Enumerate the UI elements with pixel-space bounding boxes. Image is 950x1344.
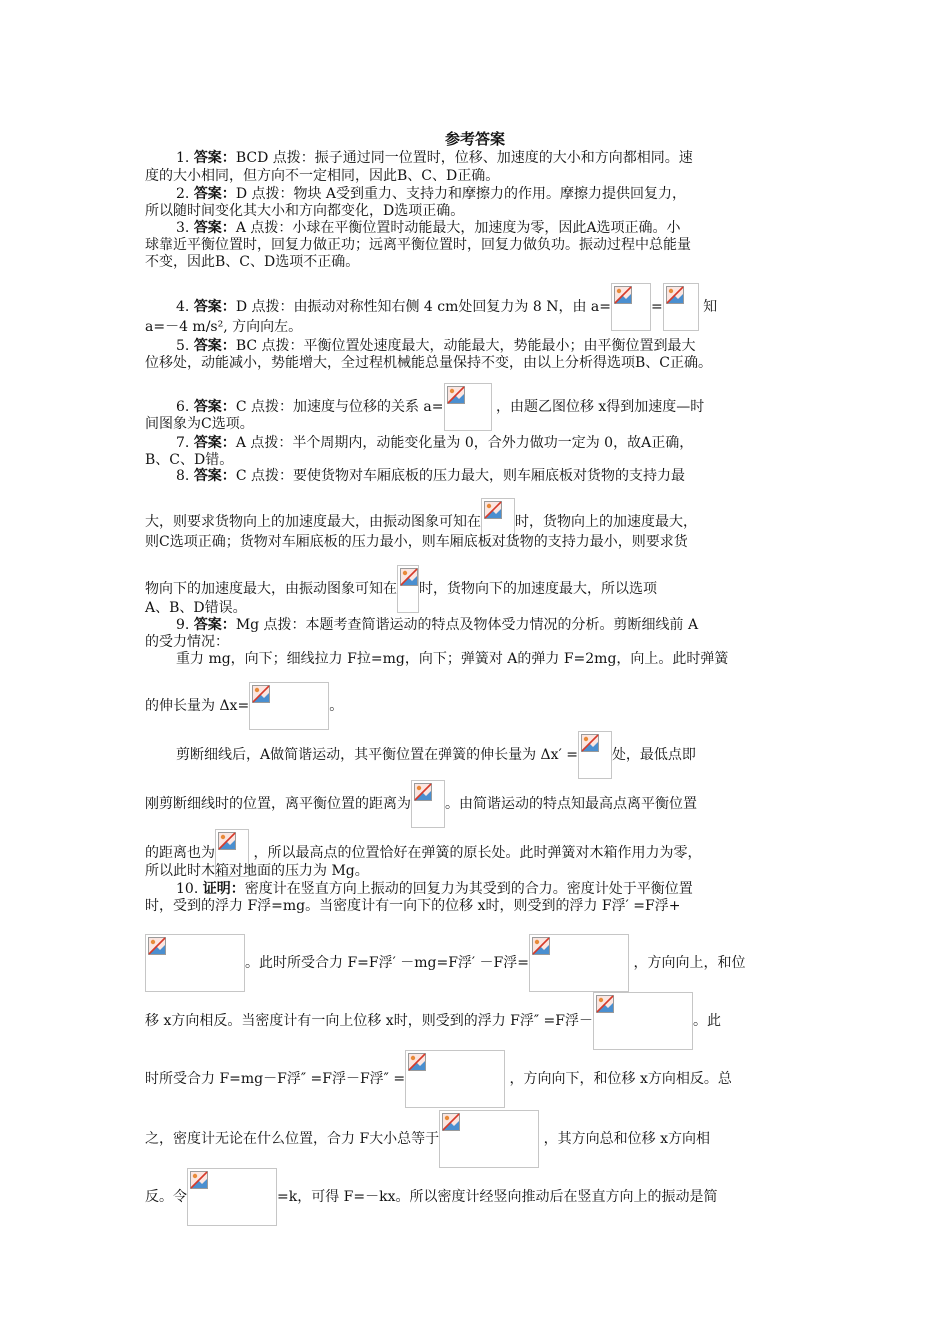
text-line — [145, 934, 745, 992]
text-line — [145, 317, 302, 337]
text-run: = — [651, 299, 663, 315]
text-line — [176, 433, 693, 453]
broken-image-icon — [400, 568, 418, 586]
text-run: 知 — [698, 299, 718, 315]
text-line — [176, 731, 696, 779]
broken-image-icon — [148, 937, 166, 955]
text-run: D 点拨：物块 A受到重力、支持力和摩擦力的作用。摩擦力提供回复力， — [235, 186, 687, 202]
text-line — [145, 861, 369, 881]
text-run: 的距离也为 — [145, 845, 215, 861]
text-line — [145, 1050, 732, 1108]
text-line — [145, 252, 359, 272]
broken-image-icon — [252, 685, 270, 703]
text-line — [145, 414, 254, 434]
text-run: 1. — [176, 150, 194, 166]
text-line — [176, 649, 728, 669]
text-run: 重力 mg，向下；细线拉力 F拉=mg，向下；弹簧对 A的弹力 F=2mg，向上。此时弹簧 — [176, 651, 729, 667]
text-run: Mg 点拨：本题考查简谐运动的特点及物体受力情况的分析。剪断细线前 A — [235, 617, 699, 633]
text-run: 所以此时木箱对地面的压力为 Mg。 — [145, 863, 369, 879]
text-run: 间图象为C选项。 — [145, 416, 254, 432]
text-line — [176, 383, 704, 431]
text-line — [145, 166, 499, 186]
formula-image-placeholder — [411, 780, 445, 828]
broken-image-icon — [408, 1053, 426, 1071]
formula-image-placeholder — [187, 1168, 277, 1226]
broken-image-icon — [447, 386, 465, 404]
text-line — [145, 1168, 718, 1226]
text-run: 。由简谐运动的特点知最高点离平衡位置 — [445, 796, 697, 812]
answer-label: 答案： — [193, 399, 236, 415]
text-run: A 点拨：小球在平衡位置时动能最大，加速度为零，因此A选项正确。小 — [235, 220, 681, 236]
text-line — [145, 992, 721, 1050]
formula-image-placeholder — [145, 934, 245, 992]
broken-image-icon — [581, 734, 599, 752]
text-run: 物向下的加速度最大，由振动图象可知在 — [145, 581, 397, 597]
formula-image-placeholder — [439, 1110, 539, 1168]
answer-label: 答案： — [193, 299, 236, 315]
text-run: 。此 — [692, 1013, 721, 1029]
text-line — [176, 148, 693, 168]
answer-label: 答案： — [193, 617, 236, 633]
formula-image-placeholder — [663, 283, 699, 331]
text-run: 时，货物向上的加速度最大， — [515, 514, 697, 530]
text-run: ，方向向上，和位 — [629, 955, 746, 971]
text-run: BC 点拨：平衡位置处速度最大，动能最大，势能最小；由平衡位置到最大 — [235, 338, 696, 354]
text-run: ，由题乙图位移 x得到加速度—时 — [491, 399, 705, 415]
text-line — [176, 466, 685, 486]
formula-image-placeholder — [578, 731, 612, 779]
text-run: 则C选项正确；货物对车厢底板的压力最小，则车厢底板对货物的支持力最小，则要求货 — [145, 534, 688, 550]
text-run: 移 x方向相反。当密度计有一向上位移 x时，则受到的浮力 F浮″ =F浮－ — [145, 1013, 593, 1029]
answer-label: 答案： — [193, 435, 236, 451]
broken-image-icon — [414, 783, 432, 801]
text-run: ，所以最高点的位置恰好在弹簧的原长处。此时弹簧对木箱作用力为零， — [249, 845, 702, 861]
text-run: 4. — [176, 299, 194, 315]
text-run: 时，受到的浮力 F浮=mg。当密度计有一向下的位移 x时，则受到的浮力 F浮′ =F浮+ — [145, 898, 681, 914]
text-run: 时所受合力 F=mg－F浮″ =F浮－F浮″ = — [145, 1071, 406, 1087]
broken-image-icon — [484, 501, 502, 519]
broken-image-icon — [614, 286, 632, 304]
broken-image-icon — [190, 1171, 208, 1189]
formula-image-placeholder — [405, 1050, 505, 1108]
text-run: 大，则要求货物向上的加速度最大，由振动图象可知在 — [145, 514, 481, 530]
text-run: 密度计在竖直方向上振动的回复力为其受到的合力。密度计处于平衡位置 — [244, 881, 693, 897]
formula-image-placeholder — [529, 934, 629, 992]
text-run: 7. — [176, 435, 194, 451]
text-line — [145, 896, 680, 916]
text-line — [145, 682, 343, 730]
text-run: A、B、D错误。 — [145, 600, 247, 616]
text-run: 剪断细线后，A做简谐运动，其平衡位置在弹簧的伸长量为 Δx′ = — [176, 747, 578, 763]
text-run: 度的大小相同，但方向不一定相同，因此B、C、D正确。 — [145, 168, 500, 184]
text-run: C 点拨：加速度与位移的关系 a= — [235, 399, 444, 415]
text-run: 2. — [176, 186, 194, 202]
text-run: 反。令 — [145, 1189, 187, 1205]
formula-image-placeholder — [249, 682, 329, 730]
text-run: 位移处，动能减小，势能增大，全过程机械能总量保持不变，由以上分析得选项B、C正确。 — [145, 355, 712, 371]
text-run: 3. — [176, 220, 194, 236]
text-run: BCD 点拨：振子通过同一位置时，位移、加速度的大小和方向都相同。速 — [235, 150, 693, 166]
formula-image-placeholder — [593, 992, 693, 1050]
text-run: B、C、D错。 — [145, 452, 234, 468]
text-run: 10. — [176, 881, 203, 897]
text-run: 。此时所受合力 F=F浮′ －mg=F浮′ －F浮= — [245, 955, 529, 971]
formula-image-placeholder — [397, 565, 419, 613]
text-run: 6. — [176, 399, 194, 415]
text-run: ，方向向下，和位移 x方向相反。总 — [505, 1071, 732, 1087]
text-run: C 点拨：要使货物对车厢底板的压力最大，则车厢底板对货物的支持力最 — [235, 468, 685, 484]
answer-label: 答案： — [193, 186, 236, 202]
text-run: 球靠近平衡位置时，回复力做正功；远离平衡位置时，回复力做负功。振动过程中总能量 — [145, 237, 691, 253]
text-line — [176, 615, 698, 635]
text-line — [145, 780, 697, 828]
formula-image-placeholder — [611, 283, 651, 331]
text-line — [145, 532, 688, 552]
broken-image-icon — [532, 937, 550, 955]
text-run: 。 — [329, 698, 344, 714]
broken-image-icon — [596, 995, 614, 1013]
text-run: =k，可得 F=－kx。所以密度计经竖向推动后在竖直方向上的振动是简 — [277, 1189, 718, 1205]
text-run: 时，货物向下的加速度最大，所以选项 — [419, 581, 657, 597]
answer-label: 答案： — [193, 150, 236, 166]
answer-label: 答案： — [193, 338, 236, 354]
text-run: 的受力情况： — [145, 634, 229, 650]
text-line — [145, 1110, 710, 1168]
text-run: 的伸长量为 Δx= — [145, 698, 250, 714]
text-run: 刚剪断细线时的位置，离平衡位置的距离为 — [145, 796, 411, 812]
text-run: 之，密度计无论在什么位置，合力 F大小总等于 — [145, 1131, 440, 1147]
answer-label: 答案： — [193, 468, 236, 484]
answer-label: 证明： — [202, 881, 245, 897]
text-run: 9. — [176, 617, 194, 633]
broken-image-icon — [442, 1113, 460, 1131]
text-run: a=－4 m/s², 方向向左。 — [145, 319, 303, 335]
broken-image-icon — [218, 832, 236, 850]
text-run: ，其方向总和位移 x方向相 — [539, 1131, 710, 1147]
text-run: 处，最低点即 — [611, 747, 696, 763]
answer-label: 答案： — [193, 220, 236, 236]
text-run: 所以随时间变化其大小和方向都变化，D选项正确。 — [145, 203, 465, 219]
text-line — [145, 353, 712, 373]
page-title: 参考答案 — [444, 130, 505, 148]
text-run: 8. — [176, 468, 194, 484]
broken-image-icon — [666, 286, 684, 304]
text-run: 5. — [176, 338, 194, 354]
text-run: D 点拨：由振动对称性知右侧 4 cm处回复力为 8 N，由 a= — [235, 299, 611, 315]
text-run: A 点拨：半个周期内，动能变化量为 0，合外力做功一定为 0，故A正确， — [235, 435, 694, 451]
text-run: 不变，因此B、C、D选项不正确。 — [145, 254, 360, 270]
formula-image-placeholder — [444, 383, 492, 431]
